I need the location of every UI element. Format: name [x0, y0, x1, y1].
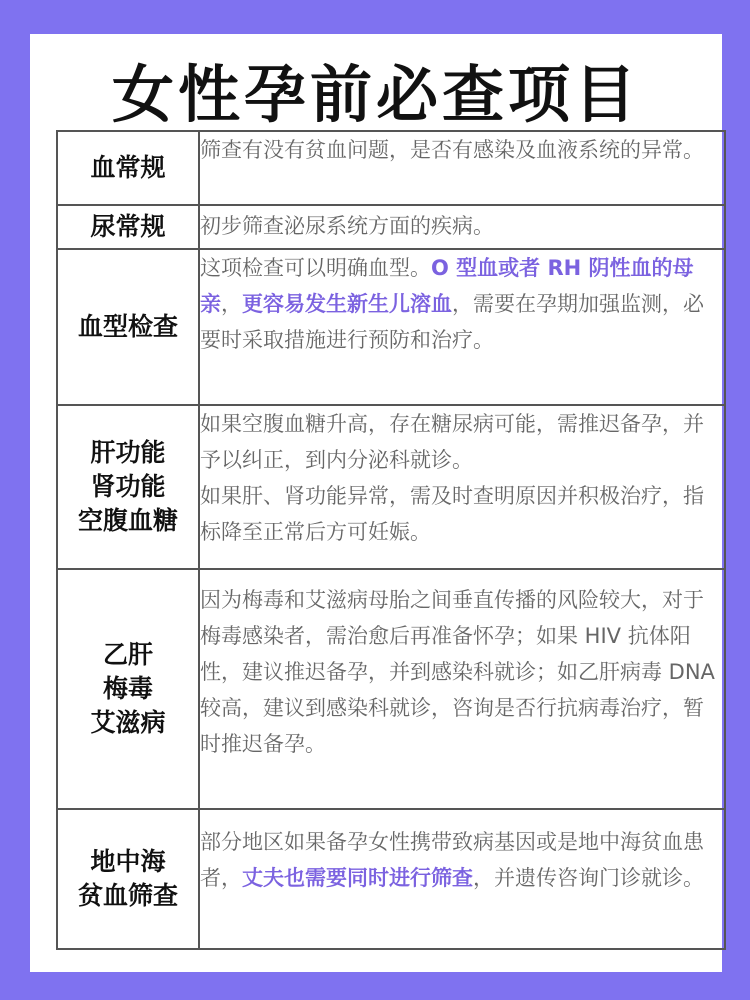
row-description: 初步筛查泌尿系统方面的疾病。: [199, 205, 725, 249]
table-row: [57, 809, 725, 949]
table-row: [57, 405, 725, 569]
row-description: 因为梅毒和艾滋病母胎之间垂直传播的风险较大，对于梅毒感染者，需治愈后再准备怀孕；如果 HIV 抗体阳性，建议推迟备孕，并到感染科就诊；如乙肝病毒 DNA 较高，建议到感染科就诊，咨询是否行抗病毒治疗，暂时推迟备孕。: [199, 569, 725, 809]
table-row: [57, 569, 725, 809]
checkup-table: [56, 130, 726, 950]
desc-text: 这项检查可以明确血型。: [200, 256, 431, 280]
row-label: [57, 205, 199, 249]
row-label: [57, 249, 199, 405]
row-label-line: 贫血筛查: [77, 881, 178, 910]
row-label-line: 艾滋病: [90, 708, 166, 737]
row-description: 筛查有没有贫血问题，是否有感染及血液系统的异常。: [199, 131, 725, 205]
desc-text: ，需要在孕期加强监测，必要时采取措施进行预防和治疗。: [200, 292, 704, 352]
row-label-line: 血常规: [90, 153, 166, 182]
highlight-text: O 型血或者 RH 阴性血的母亲: [200, 256, 694, 316]
highlight-text: 更容易发生新生儿溶血: [242, 292, 452, 316]
content-card: [30, 34, 722, 972]
row-label-line: 空腹血糖: [77, 506, 178, 535]
row-description: [199, 405, 725, 569]
table-row: [57, 131, 725, 205]
row-label-line: 梅毒: [102, 674, 153, 703]
row-label-line: 肾功能: [90, 472, 166, 501]
row-label: [57, 809, 199, 949]
row-description: [199, 249, 725, 405]
row-label-line: 肝功能: [90, 438, 166, 467]
row-label-line: 地中海: [90, 847, 166, 876]
row-label-line: 乙肝: [102, 640, 153, 669]
row-description: [199, 809, 725, 949]
row-label-line: 血型检查: [77, 312, 178, 341]
desc-paragraph: 如果肝、肾功能异常，需及时查明原因并积极治疗，指标降至正常后方可妊娠。: [200, 484, 704, 544]
row-label: [57, 131, 199, 205]
highlight-text: 丈夫也需要同时进行筛查: [242, 866, 473, 890]
row-label: [57, 569, 199, 809]
desc-text: ，: [221, 292, 242, 316]
desc-text: ，并遗传咨询门诊就诊。: [473, 866, 704, 890]
table-row: [57, 249, 725, 405]
desc-text: 部分地区如果备孕女性携带致病基因或是地中海贫血患者，: [200, 830, 704, 890]
desc-paragraph: 如果空腹血糖升高，存在糖尿病可能，需推迟备孕，并予以纠正，到内分泌科就诊。: [200, 412, 704, 472]
row-label-line: 尿常规: [90, 212, 166, 241]
row-label: [57, 405, 199, 569]
table-row: [57, 205, 725, 249]
page-title: 女性孕前必查项目: [111, 58, 640, 131]
